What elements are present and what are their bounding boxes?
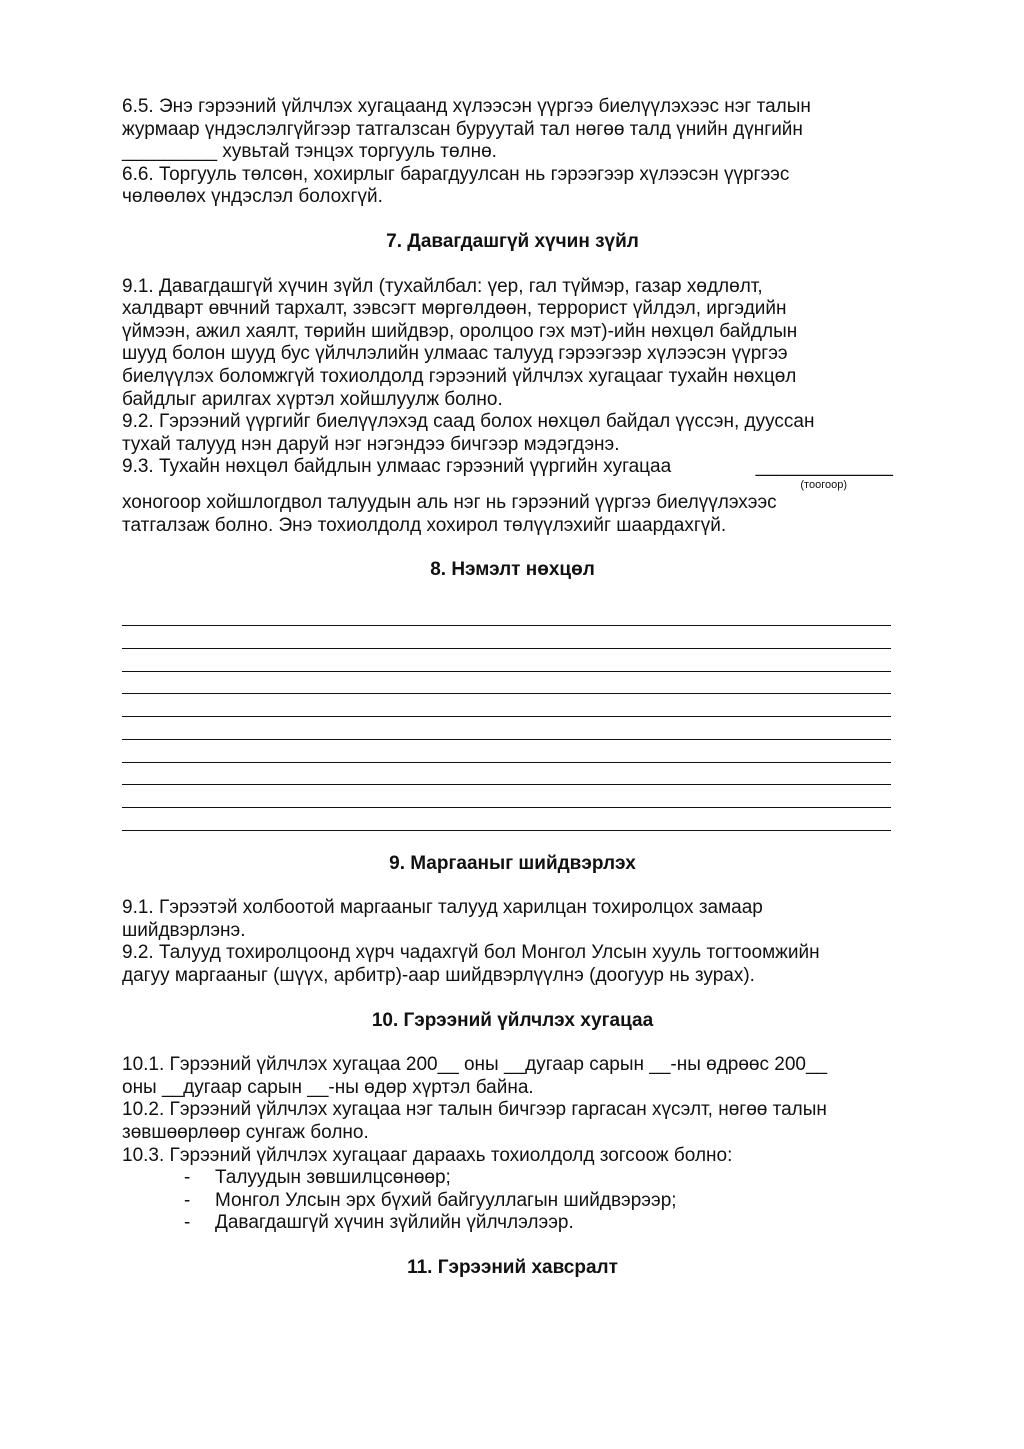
fill-row (122, 456, 903, 479)
dash-bullet: - (184, 1167, 191, 1189)
clause-7-9-2 (122, 411, 903, 456)
text-line: 6.5. Энэ гэрээний үйлчлэх хугацаанд хүлээсэн үүргээ биелүүлэхээс нэг талын (122, 96, 811, 117)
clause-7-9-3 (122, 456, 903, 537)
fill-blank-days: _____________ (755, 456, 893, 478)
blank-line (122, 649, 891, 672)
text-line: 9.1. Давагдашгүй хүчин зүйл (тухайлбал: үер, гал түймэр, газар хөдлөлт, (122, 275, 763, 297)
text-line: халдварт өвчний тархалт, зэвсэгт мөргөлдөөн, террорист үйлдэл, иргэдийн (122, 298, 787, 320)
blank-line (122, 694, 891, 717)
text-line: тухай талууд нэн даруй нэг нэгэндээ бичгээр мэдэгдэнэ. (122, 433, 620, 455)
text-line: 10.2. Гэрээний үйлчлэх хугацаа нэг талын бичгээр гаргасан хүсэлт, нөгөө талын (122, 1099, 827, 1121)
blank-line (122, 672, 891, 695)
text-line: оны __дугаар сарын __-ны өдөр хүртэл байна. (122, 1076, 534, 1098)
section-11-title: 11. Гэрээний хавсралт (407, 1256, 618, 1278)
clause-6-5 (122, 96, 903, 164)
text-line: журмаар үндэслэлгүйгээр татгалзсан буруутай тал нөгөө талд үнийн дүнгийн (122, 118, 803, 140)
text-line: 10.3. Гэрээний үйлчлэх хугацааг дараахь тохиолдолд зогсоож болно: (122, 1144, 733, 1166)
text-line: шууд болон шууд бус үйлчлэлийн улмаас талууд гэрээгээр хүлээсэн үүргээ (122, 343, 788, 365)
text-line: шийдвэрлэнэ. (122, 919, 246, 941)
text-line: биелүүлэх боломжгүй тохиолдолд гэрээний үйлчлэх хугацааг тухайн нөхцөл (122, 365, 797, 387)
text-line: чөлөөлөх үндэслэл болохгүй. (122, 186, 383, 208)
text-line: дагуу маргааныг (шүүх, арбитр)-аар шийдвэрлүүлнэ (доогуур нь зурах). (122, 964, 755, 986)
termination-cases-list (122, 1167, 903, 1235)
list-item (184, 1190, 903, 1213)
clause-10-1 (122, 1054, 903, 1099)
text-line: хоногоор хойшлогдвол талуудын аль нэг нь гэрээний үүргээ биелүүлэхээс (122, 491, 777, 513)
text-line: 9.1. Гэрээтэй холбоотой маргааныг талууд харилцан тохиролцох замаар (122, 897, 763, 919)
list-item-text: Давагдашгүй хүчин зүйлийн үйлчлэлээр. (215, 1212, 574, 1234)
list-item (184, 1167, 903, 1190)
section-10-title: 10. Гэрээний үйлчлэх хугацаа (371, 1009, 654, 1031)
clause-6-6 (122, 164, 903, 209)
clause-9-1 (122, 897, 903, 942)
clause-10-2 (122, 1099, 903, 1144)
clause-9-2 (122, 942, 903, 987)
text-line: _________ хувьтай тэнцэх торгууль төлнө. (122, 141, 497, 163)
blank-line (122, 717, 891, 740)
dash-bullet: - (184, 1212, 191, 1234)
text-line: байдлыг арилгах хүртэл хойшлуулж болно. (122, 388, 503, 410)
blank-line (122, 626, 891, 649)
blank-line (122, 604, 891, 627)
blank-line (122, 785, 891, 808)
text-line: 9.2. Талууд тохиролцоонд хүрч чадахгүй бол Монгол Улсын хууль тогтоомжийн (122, 942, 820, 964)
text-line: 10.1. Гэрээний үйлчлэх хугацаа 200__ оны __дугаар сарын __-ны өдрөөс 200__ (122, 1054, 828, 1076)
list-item (184, 1212, 903, 1235)
blank-line (122, 763, 891, 786)
dash-bullet: - (184, 1189, 191, 1211)
blank-line (122, 808, 891, 831)
text-line: 9.2. Гэрээний үүргийг биелүүлэхэд саад болох нөхцөл байдал үүссэн, дууссан (122, 411, 815, 433)
clause-10-3 (122, 1145, 903, 1168)
text-line: зөвшөөрлөөр сунгаж болно. (122, 1121, 369, 1143)
blank-line (122, 740, 891, 763)
list-item-text: Талуудын зөвшилцсөнөөр; (215, 1167, 451, 1189)
text-line: 6.6. Торгууль төлсөн, хохирлыг барагдуулсан нь гэрээгээр хүлээсэн үүргээс (122, 163, 790, 185)
section-7-title: 7. Давагдашгүй хүчин зүйл (386, 230, 639, 252)
text-line: 9.3. Тухайн нөхцөл байдлын улмаас гэрээний үүргийн хугацаа (122, 456, 672, 478)
fill-blank-note: (тоогоор) (800, 478, 847, 491)
list-item-text: Монгол Улсын эрх бүхий байгууллагын шийдвэрээр; (215, 1189, 677, 1211)
additional-terms-lines (122, 604, 903, 831)
clause-7-9-1 (122, 276, 903, 412)
section-9-title: 9. Маргааныг шийдвэрлэх (389, 852, 636, 874)
text-line: үймээн, ажил хаялт, төрийн шийдвэр, оролцоо гэх мэт)-ийн нөхцөл байдлын (122, 320, 798, 342)
text-line: татгалзаж болно. Энэ тохиолдолд хохирол төлүүлэхийг шаардахгүй. (122, 514, 727, 536)
section-8-title: 8. Нэмэлт нөхцөл (430, 559, 595, 581)
